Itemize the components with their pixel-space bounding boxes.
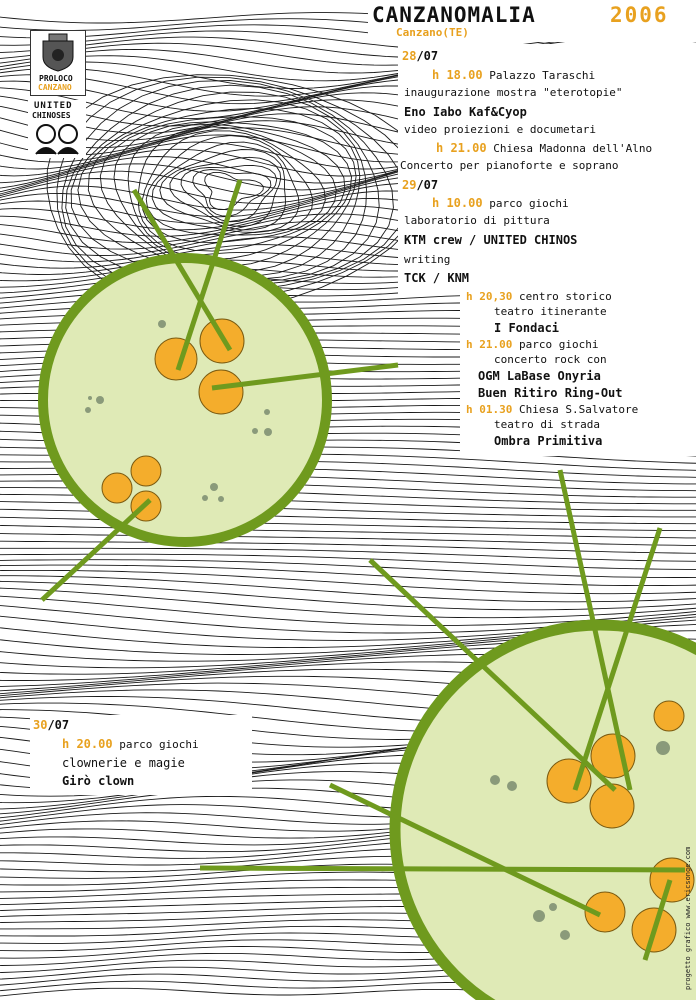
day1-event1-desc: inaugurazione mostra "eterotopie" — [404, 86, 623, 99]
day2-event4-desc: teatro di strada — [494, 418, 600, 431]
faces-icon — [28, 122, 86, 156]
orange-cell — [199, 370, 243, 414]
orange-cell — [131, 456, 161, 486]
day3-date: 30/07 — [33, 718, 70, 732]
day2-event3-desc: concerto rock con — [494, 353, 607, 366]
day2-event1-time: h 10.00 parco giochi — [432, 196, 569, 210]
day2-event1-desc: laboratorio di pittura — [404, 214, 550, 227]
contour-line — [0, 554, 696, 569]
orange-cell — [102, 473, 132, 503]
orange-cell — [155, 338, 197, 380]
day2-event2-time: h 20,30 centro storico — [466, 290, 612, 303]
day1-event1-time: h 18.00 Palazzo Taraschi — [432, 68, 596, 82]
proloco-label: PROLOCO — [39, 74, 73, 83]
day2-event3-artists1: OGM LaBase Onyria — [478, 369, 601, 383]
day1-event1-extra: video proiezioni e documetari — [404, 123, 597, 136]
united-label: UNITED — [34, 101, 73, 111]
design-credit: progetto grafico www.ericsonge.com — [684, 846, 692, 990]
day1-event2-desc: Concerto per pianoforte e soprano — [400, 159, 619, 172]
dish-rim — [43, 258, 327, 542]
day2-event1-artists2: TCK / KNM — [404, 271, 470, 285]
contour-line — [88, 108, 360, 276]
festival-title: CANZANOMALIA — [372, 3, 536, 27]
chinoses-label: CHINOSES — [32, 111, 71, 120]
day3-event1-desc: clownerie e magie — [62, 756, 185, 770]
day1-event1-artists: Eno Iabo Kaf&Cyop — [404, 105, 527, 119]
day2-event3-time: h 21.00 parco giochi — [466, 338, 599, 351]
contour-line — [0, 576, 696, 602]
day2-event4-time: h 01.30 Chiesa S.Salvatore — [466, 403, 639, 416]
proloco-logo — [30, 30, 86, 96]
contour-line — [0, 525, 696, 538]
festival-year: 2006 — [610, 3, 669, 27]
day2-event2-artists: I Fondaci — [494, 321, 560, 335]
united-chinoses-logo — [28, 100, 86, 158]
day2-event1-artists: KTM crew / UNITED CHINOS — [404, 233, 578, 247]
festival-location: Canzano(TE) — [396, 26, 469, 39]
day2-event2-desc: teatro itinerante — [494, 305, 607, 318]
canzano-label: CANZANO — [38, 83, 72, 92]
day3-event1-time: h 20.00 parco giochi — [62, 737, 199, 751]
day3-event1-artists: Girò clown — [62, 774, 135, 788]
day1-event2-time: h 21.00 Chiesa Madonna dell'Alno — [436, 141, 653, 155]
day2-event1-desc2: writing — [404, 253, 451, 266]
coat-of-arms-icon — [31, 31, 85, 73]
contour-line — [0, 560, 696, 578]
day1-date: 28/07 — [402, 49, 439, 63]
orange-cell — [654, 701, 684, 731]
petri-dish-top-left — [42, 180, 398, 600]
day2-date: 29/07 — [402, 178, 439, 192]
day2-event3-artists2: Buen Ritiro Ring-Out — [478, 386, 623, 400]
day2-event4-artists: Ombra Primitiva — [494, 434, 603, 448]
